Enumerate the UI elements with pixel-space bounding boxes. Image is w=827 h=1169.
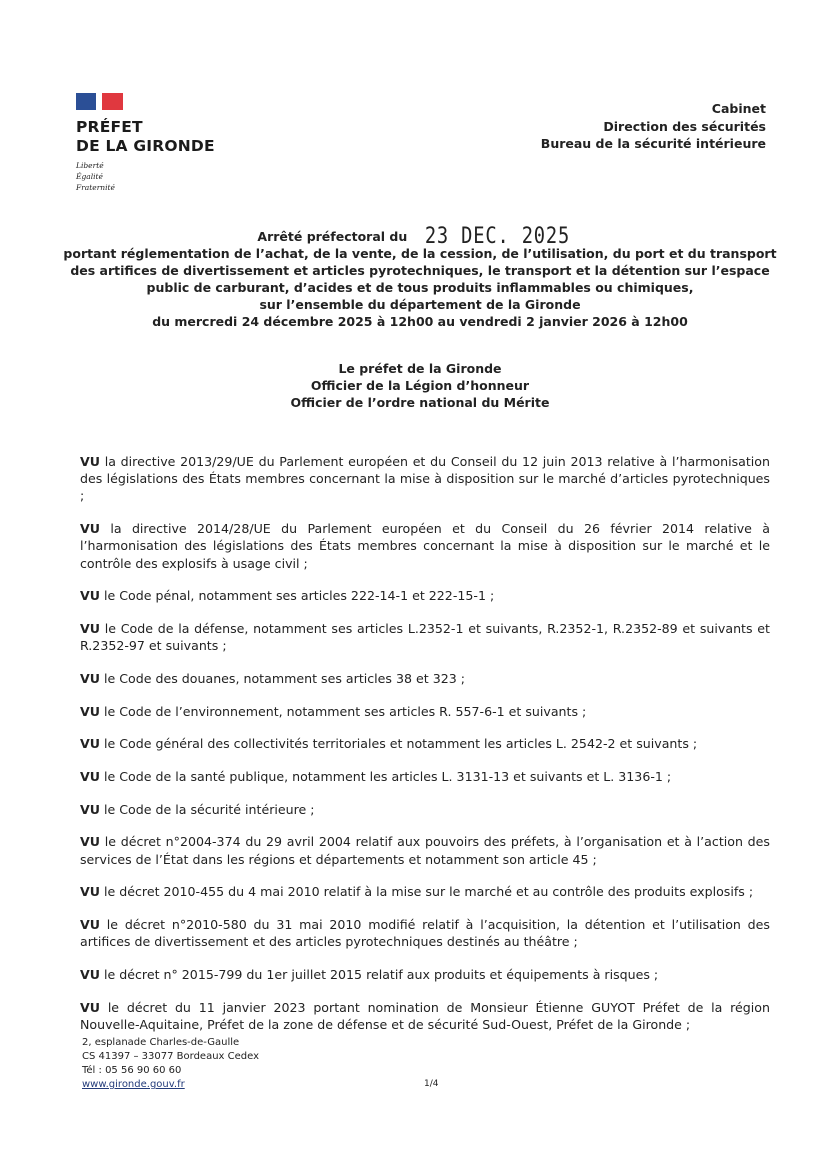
vu-label: VU — [80, 521, 100, 537]
visa-text: le Code de la santé publique, notamment les articles L. 3131-13 et suivants et L. 3136-1 ; — [104, 768, 672, 784]
visa-paragraph — [80, 999, 770, 1033]
visa-paragraph — [80, 587, 770, 604]
logo-title — [76, 118, 215, 156]
vu-label: VU — [80, 801, 100, 817]
logo-title-line: DE LA GIRONDE — [76, 137, 215, 155]
visa-paragraph — [80, 833, 770, 867]
page-number: 1/4 — [424, 1079, 439, 1089]
date-stamp: 23 DEC. 2025 — [424, 224, 570, 249]
title-line: des artifices de divertissement et articles pyrotechniques, le transport et la détention sur l’espace — [70, 263, 770, 278]
title-first-line — [60, 224, 780, 249]
visa-text: le décret 2010-455 du 4 mai 2010 relatif à la mise sur le marché et au contrôle des produits explosifs ; — [104, 884, 754, 900]
visa-text: le Code de la sécurité intérieure ; — [104, 801, 315, 817]
vu-label: VU — [80, 736, 100, 752]
visa-text: le décret n°2010-580 du 31 mai 2010 modifié relatif à l’acquisition, la détention et l’utilisation des artifices de divertissement et des articles pyrotechniques destinés au théâtre ; — [80, 916, 770, 950]
visa-text: le Code des douanes, notamment ses articles 38 et 323 ; — [104, 670, 465, 686]
service-header — [541, 100, 766, 153]
visa-text: la directive 2014/28/UE du Parlement européen et du Conseil du 26 février 2014 relative à l’harmonisation des législations des États membres concernant la mise à disposition sur le marché et le contrôle des explosifs à usage civil ; — [80, 521, 770, 571]
visa-text: le décret n°2004-374 du 29 avril 2004 relatif aux pouvoirs des préfets, à l’organisation et à l’action des services de l’État dans les régions et départements et notamment son article 45 ; — [80, 834, 770, 867]
title-line: du mercredi 24 décembre 2025 à 12h00 au vendredi 2 janvier 2026 à 12h00 — [152, 314, 688, 329]
title-line: public de carburant, d’acides et de tous produits inflammables ou chimiques, — [146, 280, 694, 295]
logo-title-line: PRÉFET — [76, 118, 143, 136]
vu-label: VU — [80, 768, 100, 784]
vu-label: VU — [80, 454, 100, 469]
visa-paragraph — [80, 966, 770, 983]
prefet-block — [60, 360, 780, 411]
footer-address — [82, 1036, 259, 1092]
vu-label: VU — [80, 966, 100, 982]
visa-paragraph — [80, 520, 770, 572]
title-prefix: Arrêté préfectoral du — [257, 229, 408, 244]
visa-text: le Code pénal, notamment ses articles 222-14-1 et 222-15-1 ; — [104, 588, 495, 604]
visa-text: le Code de l’environnement, notamment ses articles R. 557-6-1 et suivants ; — [104, 703, 587, 719]
motto — [76, 160, 215, 193]
address-line: CS 41397 – 33077 Bordeaux Cedex — [82, 1051, 260, 1062]
vu-label: VU — [80, 670, 100, 686]
visa-text: le Code général des collectivités territoriales et notamment les articles L. 2542-2 et suivants ; — [104, 736, 698, 752]
service-line: Bureau de la sécurité intérieure — [540, 136, 766, 151]
visa-paragraph — [80, 801, 770, 818]
motto-line: Fraternité — [76, 183, 115, 192]
visa-paragraph — [80, 883, 770, 900]
motto-line: Égalité — [76, 172, 103, 181]
visa-paragraph — [80, 453, 770, 505]
motto-line: Liberté — [76, 161, 104, 170]
vu-label: VU — [80, 999, 100, 1015]
address-line: 2, esplanade Charles-de-Gaulle — [82, 1037, 240, 1048]
vu-label: VU — [80, 916, 100, 932]
visa-paragraph — [80, 703, 770, 720]
prefet-line: Officier de la Légion d’honneur — [310, 378, 530, 393]
vu-label: VU — [80, 703, 100, 719]
service-line: Cabinet — [711, 101, 766, 116]
vu-label: VU — [80, 834, 100, 850]
prefet-line: Le préfet de la Gironde — [338, 361, 502, 376]
visa-paragraph — [80, 735, 770, 752]
title-line: portant réglementation de l’achat, de la vente, de la cession, de l’utilisation, du port et du transport — [63, 246, 777, 261]
visa-paragraph — [80, 916, 770, 950]
prefet-line: Officier de l’ordre national du Mérite — [290, 395, 550, 410]
website-link[interactable]: www.gironde.gouv.fr — [82, 1079, 185, 1090]
visa-paragraph — [80, 620, 770, 654]
phone: Tél : 05 56 90 60 60 — [82, 1065, 182, 1076]
visa-text: le décret du 11 janvier 2023 portant nomination de Monsieur Étienne GUYOT Préfet de la région Nouvelle-Aquitaine, Préfet de la zone de défense et de sécurité Sud-Ouest, Préfet de la Gironde ; — [80, 999, 770, 1032]
visa-paragraph — [80, 768, 770, 785]
decree-title — [60, 224, 780, 330]
title-line: sur l’ensemble du département de la Gironde — [259, 297, 581, 312]
service-line: Direction des sécurités — [603, 118, 766, 134]
vu-label: VU — [80, 588, 100, 604]
vu-label: VU — [80, 884, 100, 900]
visas-list — [80, 453, 770, 1048]
prefecture-logo — [76, 93, 215, 193]
visa-text: le décret n° 2015-799 du 1er juillet 2015 relatif aux produits et équipements à risques ; — [104, 966, 659, 982]
visa-text: le Code de la défense, notamment ses articles L.2352-1 et suivants, R.2352-1, R.2352-89 et suivants et R.2352-97 et suivants ; — [80, 620, 770, 654]
visa-paragraph — [80, 670, 770, 687]
marianne-flag-icon — [76, 93, 123, 110]
vu-label: VU — [80, 620, 100, 636]
visa-text: la directive 2013/29/UE du Parlement européen et du Conseil du 12 juin 2013 relative à l’harmonisation des législations des États membres concernant la mise à disposition sur le marché d’articles pyrotechniques ; — [80, 454, 770, 504]
